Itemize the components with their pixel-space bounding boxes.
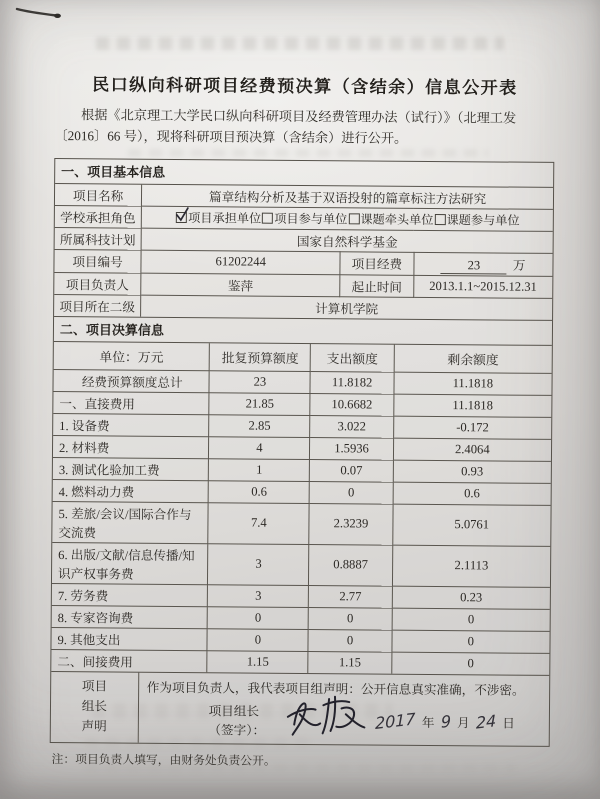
row-item: 二、间接费用 [51, 649, 207, 672]
row-budget: 3 [208, 584, 309, 607]
date-month-unit: 月 [456, 715, 470, 731]
sign-label: 项目组长（签字）： [208, 704, 266, 738]
funds-label: 项目经费 [340, 251, 413, 275]
date-day: 24 [475, 710, 497, 733]
bleed-through-ghost [96, 37, 504, 50]
row-budget: 2.85 [209, 414, 310, 437]
role-option-label: 课题参与单位 [446, 212, 520, 228]
date-year: 2017 [375, 709, 416, 733]
final-account-table [51, 342, 552, 675]
table-row [52, 542, 550, 587]
row-item: 4. 燃料动力费 [53, 479, 209, 502]
declaration-label [51, 672, 139, 743]
role-option-label: 课题牵头单位 [360, 212, 434, 227]
row-budget: 0 [207, 628, 308, 651]
row-spent: 2.77 [309, 585, 392, 608]
row-remain: 2.4064 [393, 438, 551, 461]
row-budget: 0 [207, 606, 308, 629]
funds-unit: 万 [512, 258, 526, 273]
row-spent: 0 [310, 481, 393, 504]
staple-mark [14, 3, 66, 21]
role-label: 学校承担角色 [55, 205, 142, 228]
table-row [52, 501, 550, 546]
intro-line-2: 〔2016〕66 号），现将科研项目预决算（含结余）进行公开。 [54, 128, 408, 147]
row-spent: 0 [308, 629, 391, 652]
row-spent: 1.5936 [310, 437, 393, 460]
project-name-label: 项目名称 [55, 184, 142, 206]
date-month: 9 [440, 711, 451, 732]
dept-value: 计算机学院 [141, 295, 553, 320]
program-value: 国家自然科学基金 [141, 228, 553, 253]
row-remain: 2.1113 [392, 545, 550, 587]
footnote: 注：项目负责人填写，由财务处负责公开。 [51, 751, 276, 768]
row-budget: 21.85 [209, 392, 310, 415]
funds-value-cell [413, 252, 552, 276]
declaration-statement: 作为项目负责人，我代表项目组声明：公开信息真实准确，不涉密。 [146, 680, 525, 698]
row-spent: 2.3239 [309, 503, 392, 545]
checkbox-icon [262, 212, 273, 223]
table-header-row [54, 342, 552, 373]
form-document [50, 70, 555, 771]
declaration-body [138, 672, 549, 745]
role-option-label: 项目参与单位 [274, 211, 348, 227]
row-item: 一、直接费用 [53, 391, 209, 414]
funds-amount: 23 [441, 258, 507, 275]
row-spent: 11.8182 [310, 371, 393, 394]
row-budget: 0.6 [208, 480, 309, 503]
row-item: 9. 其他支出 [51, 627, 207, 650]
row-remain: 0.23 [392, 586, 550, 609]
role-options [141, 206, 553, 231]
declaration-label-line: 声明 [81, 718, 107, 733]
col-header-unit: 单位：万元 [54, 342, 210, 371]
dept-label: 项目所在二级 [54, 294, 141, 316]
row-item: 5. 差旅/会议/国际合作与交流费 [52, 501, 208, 543]
handwritten-date [372, 711, 515, 731]
declaration-section [51, 671, 550, 746]
row-spent: 0 [309, 607, 392, 630]
declaration-label-line: 项目 [81, 679, 108, 694]
leader-label: 项目负责人 [54, 272, 141, 295]
checkbox-icon [348, 213, 359, 224]
leader-value: 鉴萍 [141, 273, 340, 297]
row-spent: 0.8887 [309, 544, 392, 586]
project-number-label: 项目编号 [54, 249, 141, 273]
date-year-unit: 年 [421, 715, 435, 730]
row-item: 2. 材料费 [53, 435, 209, 458]
col-header-budget: 批复预算额度 [210, 343, 311, 371]
checkbox-checked-icon [176, 212, 187, 223]
row-remain: -0.172 [393, 416, 551, 439]
row-budget: 23 [209, 370, 310, 393]
row-remain: 11.1818 [394, 372, 552, 395]
period-label: 起止时间 [340, 274, 413, 297]
disclosure-form [50, 158, 555, 747]
page-title: 民口纵向科研项目经费预决算（含结余）信息公开表 [92, 75, 518, 99]
row-item: 6. 出版/文献/信息传播/知识产权事务费 [52, 542, 208, 584]
section-final-account-title: 二、项目决算信息 [54, 316, 552, 346]
checkbox-icon [434, 214, 445, 225]
signature-row [146, 697, 541, 743]
program-label: 所属科技计划 [55, 227, 142, 250]
date-day-unit: 日 [502, 716, 515, 731]
col-header-spent: 支出额度 [311, 344, 394, 372]
row-remain: 0 [392, 630, 550, 653]
row-item: 3. 测试化验加工费 [53, 457, 209, 480]
row-item: 7. 劳务费 [52, 583, 208, 606]
project-number-value: 61202244 [141, 250, 340, 275]
row-spent: 10.6682 [310, 393, 393, 416]
row-remain: 0.93 [393, 460, 551, 483]
intro-line-1: 根据《北京理工大学民口纵向科研项目及经费管理办法（试行）》（北理工发 [80, 107, 517, 126]
row-remain: 5.0761 [392, 504, 550, 546]
project-name-value: 篇章结构分析及基于双语投射的篇章标注方法研究 [142, 184, 554, 209]
row-spent: 1.15 [308, 651, 391, 673]
row-remain: 11.1818 [393, 394, 551, 417]
row-spent: 0.07 [310, 459, 393, 482]
section-basic-info-title: 一、项目基本信息 [55, 159, 553, 188]
row-budget: 7.4 [208, 502, 309, 544]
row-remain: 0 [391, 652, 549, 675]
row-budget: 1 [209, 458, 310, 481]
row-item: 8. 专家咨询费 [52, 605, 208, 628]
row-budget: 1.15 [207, 650, 308, 672]
row-remain: 0 [392, 608, 550, 631]
handwritten-signature [283, 691, 369, 744]
col-header-remain: 剩余额度 [394, 344, 552, 373]
row-remain: 0.6 [393, 482, 551, 505]
row-budget: 4 [209, 436, 310, 459]
period-value: 2013.1.1~2015.12.31 [413, 275, 552, 298]
row-item: 1. 设备费 [53, 413, 209, 436]
row-item: 经费预算额度总计 [53, 369, 209, 392]
role-option-label: 项目承担单位 [188, 210, 262, 226]
basic-info-table [54, 184, 553, 320]
declaration-label-line: 组长 [81, 699, 107, 714]
row-budget: 3 [208, 543, 309, 585]
row-spent: 3.022 [310, 415, 393, 438]
intro-paragraph [54, 104, 554, 151]
